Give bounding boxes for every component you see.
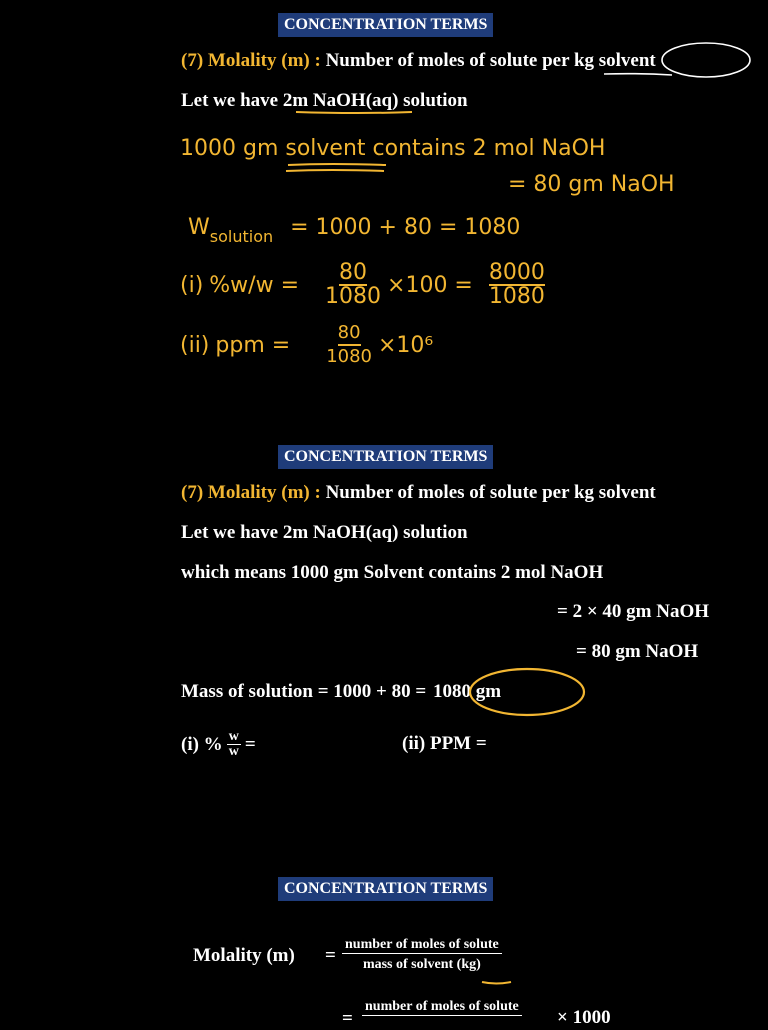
section1-banner: CONCENTRATION TERMS: [278, 13, 493, 37]
hw-ii-label: (ii): [180, 332, 210, 358]
section3-num1: number of moles of solute: [342, 936, 502, 954]
hw-line2: = 80 gm NaOH: [508, 172, 675, 197]
solvent-underline-1: [288, 164, 386, 165]
hw-i-num2: 8000: [488, 260, 545, 285]
hw-i-mul: ×100 =: [387, 272, 473, 298]
hw-i-den: 1080: [325, 284, 382, 309]
section2-i-frac: [227, 730, 241, 759]
hw-ii-lhs: ppm =: [215, 332, 291, 358]
section2-heading: [181, 482, 656, 504]
hw-i-frac1: [325, 262, 381, 308]
section3-den1: mass of solvent (kg): [362, 957, 481, 972]
hw-line3: [188, 215, 521, 246]
hw-part-i: [180, 262, 545, 308]
hw-i-frac2: [489, 262, 545, 308]
section2-line3: which means 1000 gm Solvent contains 2 mol NaOH: [181, 562, 604, 583]
hw-w-rest: = 1000 + 80 = 1080: [290, 215, 521, 240]
hw-w: W: [188, 215, 210, 240]
section2-line4: = 2 × 40 gm NaOH: [557, 601, 710, 622]
section3-eq: =: [325, 945, 336, 966]
hw-ii-num: 80: [338, 322, 361, 346]
section3-banner: CONCENTRATION TERMS: [278, 877, 493, 901]
section2-banner: CONCENTRATION TERMS: [278, 445, 493, 469]
section1-heading-label: (7) Molality (m) :: [181, 50, 321, 71]
section2-mass-value: 1080 gm: [432, 681, 502, 702]
section3-num2: number of moles of solute: [362, 998, 522, 1016]
hw-i-label: (i): [180, 272, 204, 298]
section3-eq2: =: [342, 1008, 353, 1029]
section2-part-ii: (ii) PPM =: [402, 733, 487, 754]
section3-molality-label: Molality (m): [193, 945, 295, 966]
hw-i-den2: 1080: [488, 284, 545, 309]
section2-heading-text: Number of moles of solute per kg solvent: [325, 482, 656, 503]
section2-heading-label: (7) Molality (m) :: [181, 482, 321, 503]
hw-w-sub: solution: [209, 227, 274, 246]
section2-part-i: [181, 730, 256, 759]
section3-mul: × 1000: [557, 1007, 611, 1028]
section3-frac1: [342, 936, 502, 973]
hw-i-lhs: %w/w =: [209, 272, 300, 298]
hw-i-num: 80: [339, 260, 368, 285]
hw-ii-mul: ×10⁶: [378, 332, 434, 358]
section2-i-eq: =: [244, 733, 256, 755]
section2-line2: Let we have 2m NaOH(aq) solution: [181, 522, 468, 543]
section2-i-den: w: [228, 744, 239, 759]
naoh-underline: [296, 112, 412, 113]
hw-ii-den: 1080: [326, 346, 372, 367]
section2-mass-label: Mass of solution = 1000 + 80 =: [181, 681, 427, 702]
section1-line2: Let we have 2m NaOH(aq) solution: [181, 90, 468, 111]
section2-mass: [181, 681, 501, 703]
per-kg-underline: [604, 74, 672, 75]
section1-heading: [181, 50, 656, 72]
section2-line5: = 80 gm NaOH: [576, 641, 699, 662]
section2-i-label: (i) %: [181, 733, 223, 755]
hw-part-ii: [180, 322, 433, 368]
section2-i-num: w: [228, 729, 239, 744]
section1-heading-text: Number of moles of solute per kg solvent: [325, 50, 656, 71]
hw-ii-frac: [326, 322, 372, 368]
solvent-underline-2: [286, 170, 384, 171]
hw-line1: 1000 gm solvent contains 2 mol NaOH: [180, 136, 606, 161]
kg-underline: [482, 982, 511, 984]
solvent-circle: [662, 43, 750, 77]
